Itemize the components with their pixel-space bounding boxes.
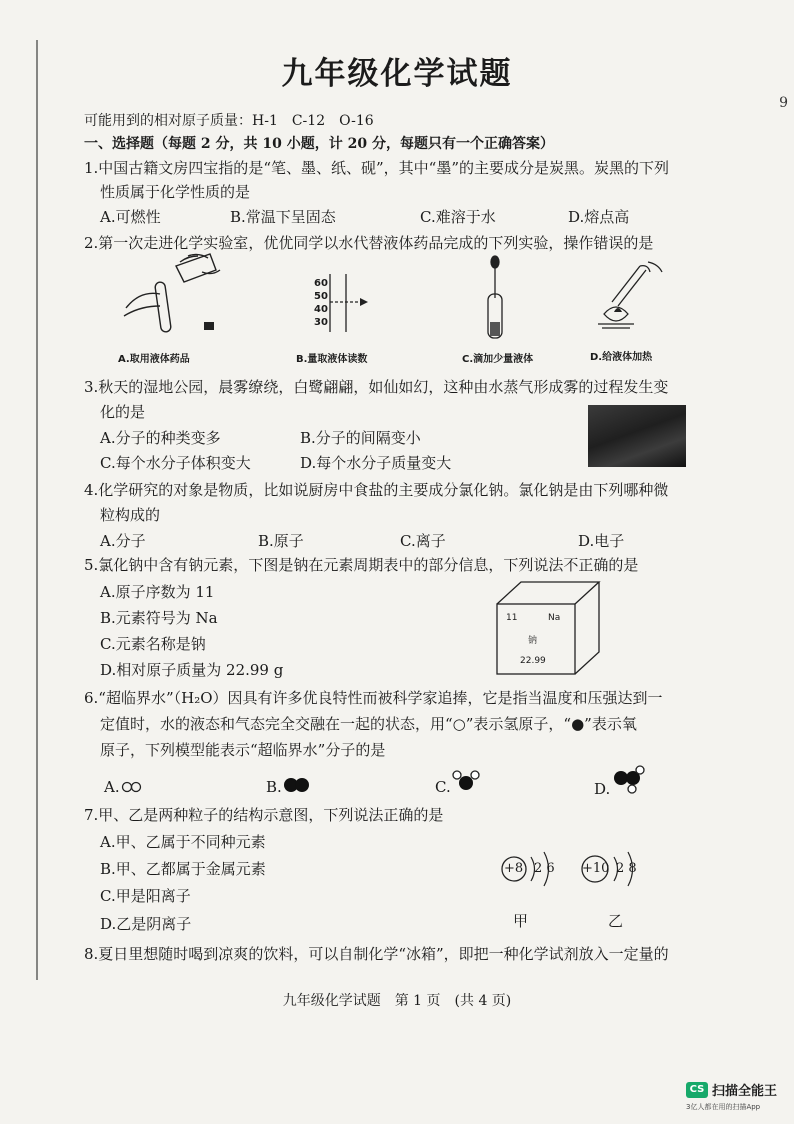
q6-option-a: A.	[104, 778, 120, 796]
cell-element-name: 钠	[528, 636, 538, 646]
question-3-stem-2: 化的是	[100, 403, 146, 421]
q7-option-d: D.乙是阴离子	[100, 915, 192, 933]
jia-nucleus-charge: +8	[504, 861, 524, 876]
model-hydrogen-peroxide-icon	[610, 763, 646, 797]
measuring-cylinder-illustration	[300, 272, 370, 334]
q4-option-a: A.分子	[100, 532, 146, 550]
jia-shell-electrons: 2 6	[534, 861, 555, 876]
cell-symbol: Na	[548, 613, 561, 623]
question-7-stem: 7.甲、乙是两种粒子的结构示意图，下列说法正确的是	[84, 806, 444, 824]
jia-label: 甲	[513, 912, 529, 930]
q3-option-c: C.每个水分子体积变大	[100, 454, 251, 472]
q1-option-d: D.熔点高	[568, 208, 630, 226]
model-two-hydrogen-icon	[121, 778, 143, 794]
q7-option-a: A.甲、乙属于不同种元素	[100, 833, 266, 851]
q3-option-b: B.分子的间隔变小	[300, 429, 421, 447]
scanner-watermark	[686, 1080, 777, 1099]
question-2-stem: 2.第一次走进化学实验室，优优同学以水代替液体药品完成的下列实验，操作错误的是	[84, 234, 654, 252]
yi-nucleus-charge: +10	[582, 861, 610, 876]
scanner-app-name: 扫描全能王	[712, 1084, 778, 1099]
dropper-illustration	[480, 254, 510, 340]
question-4-stem: 4.化学研究的对象是物质，比如说厨房中食盐的主要成分氯化钠。氯化钠是由下列哪种微	[84, 481, 669, 499]
cell-atomic-mass: 22.99	[520, 656, 546, 666]
q6-option-c: C.	[435, 778, 451, 796]
section-heading: 一、选择题（每题 2 分，共 10 小题，计 20 分，每题只有一个正确答案）	[84, 136, 554, 152]
q2-caption-b: B.量取液体读数	[296, 354, 368, 365]
question-3-stem: 3.秋天的湿地公园，晨雾缭绕，白鹭翩翩，如仙如幻，这种由水蒸气形成雾的过程发生变	[84, 378, 669, 396]
heating-liquid-illustration	[588, 258, 668, 338]
page-footer: 九年级化学试题 第 1 页 (共 4 页)	[282, 993, 512, 1009]
q2-caption-d: D.给液体加热	[590, 352, 653, 363]
pouring-liquid-illustration	[118, 252, 228, 342]
binding-margin-line	[36, 40, 38, 980]
model-water-molecule-icon	[450, 768, 482, 794]
q1-option-a: A.可燃性	[100, 208, 161, 226]
q7-option-b: B.甲、乙都属于金属元素	[100, 860, 266, 878]
q3-option-a: A.分子的种类变多	[100, 429, 221, 447]
yi-label: 乙	[608, 912, 624, 930]
q3-option-d: D.每个水分子质量变大	[300, 454, 452, 472]
atomic-masses: 可能用到的相对原子质量：H-1 C-12 O-16	[84, 113, 374, 129]
q1-option-b: B.常温下呈固态	[230, 208, 336, 226]
cylinder-tick-40: 40	[314, 304, 328, 315]
cylinder-tick-60: 60	[314, 278, 328, 289]
wetland-fog-photo	[588, 405, 686, 467]
question-1-stem-2: 性质属于化学性质的是	[100, 183, 251, 201]
q2-caption-a: A.取用液体药品	[118, 354, 190, 365]
q2-caption-c: C.滴加少量液体	[462, 354, 534, 365]
q5-option-c: C.元素名称是钠	[100, 635, 206, 653]
q4-option-c: C.离子	[400, 532, 446, 550]
cylinder-tick-30: 30	[314, 317, 328, 328]
question-8-stem: 8.夏日里想随时喝到凉爽的饮料，可以自制化学“冰箱”，即把一种化学试剂放入一定量的	[84, 945, 669, 963]
question-5-stem: 5.氯化钠中含有钠元素，下图是钠在元素周期表中的部分信息，下列说法不正确的是	[84, 556, 639, 574]
question-1-stem: 1.中国古籍文房四宝指的是“笔、墨、纸、砚”，其中“墨”的主要成分是炭黑。炭黑的下列	[84, 159, 669, 177]
yi-shell-electrons: 2 8	[616, 861, 637, 876]
periodic-cell-cube	[495, 580, 605, 676]
q5-option-d: D.相对原子质量为 22.99 g	[100, 661, 284, 679]
q6-option-b: B.	[266, 778, 282, 796]
question-6-stem-2: 定值时，水的液态和气态完全交融在一起的状态，用“○”表示氢原子，“●”表示氧	[100, 715, 637, 733]
q5-option-a: A.原子序数为 11	[100, 583, 215, 601]
q5-option-b: B.元素符号为 Na	[100, 609, 218, 627]
q1-option-c: C.难溶于水	[420, 208, 496, 226]
question-6-stem-3: 原子，下列模型能表示“超临界水”分子的是	[100, 741, 386, 759]
q7-option-c: C.甲是阳离子	[100, 887, 191, 905]
q4-option-b: B.原子	[258, 532, 304, 550]
cylinder-tick-50: 50	[314, 291, 328, 302]
cell-atomic-number: 11	[506, 613, 518, 623]
scanner-logo-icon: CS	[686, 1082, 708, 1098]
q6-option-d: D.	[594, 780, 611, 798]
page-title: 九年级化学试题	[281, 56, 513, 92]
question-4-stem-2: 粒构成的	[100, 506, 161, 524]
q4-option-d: D.电子	[578, 532, 625, 550]
question-6-stem: 6.“超临界水”（H₂O）因具有许多优良特性而被科学家追捧，它是指当温度和压强达到一	[84, 689, 663, 707]
model-two-oxygen-icon	[282, 775, 312, 795]
scanner-tagline: 3亿人都在用的扫描App	[686, 1103, 761, 1111]
bleed-mark: 9	[779, 95, 788, 111]
